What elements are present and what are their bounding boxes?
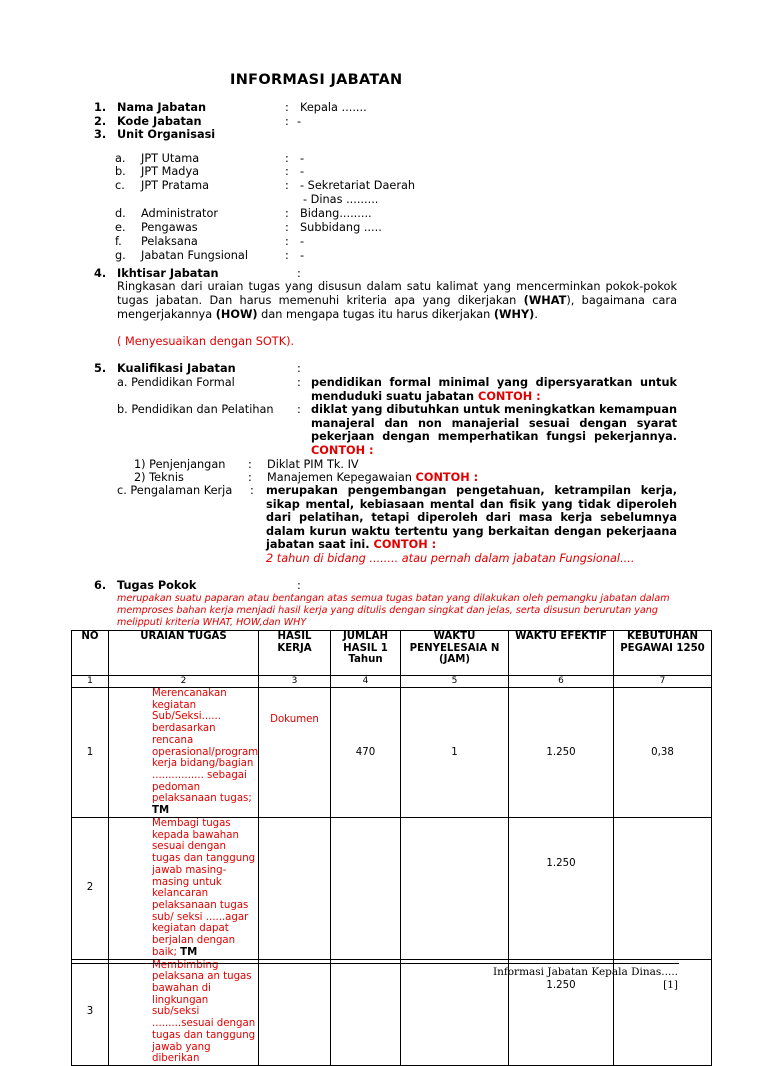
qual-label: a. Pendidikan Formal: [117, 376, 235, 389]
table-row: [72, 817, 712, 959]
colon: :: [285, 115, 289, 128]
row-jumlah: [331, 817, 401, 959]
item-number: 5.: [94, 362, 107, 375]
colon: :: [297, 267, 301, 280]
row-uraian: Membagi tugas kepada bawahan sesuai dengan tugas dan tanggung jawab masing-masing untuk kelancaran pelaksanaan tugas sub/ seksi ......agar kegiatan dapat berjalan dengan baik; TM: [109, 817, 259, 959]
colon: :: [297, 579, 301, 592]
col-number: 4: [331, 676, 401, 688]
unit-value: Subbidang .....: [300, 221, 382, 234]
unit-letter: c.: [115, 179, 125, 192]
unit-label: Jabatan Fungsional: [141, 249, 248, 262]
colon: :: [285, 179, 289, 192]
table-row: [72, 688, 712, 818]
item-label: Kualifikasi Jabatan: [117, 362, 236, 375]
unit-label: JPT Pratama: [141, 179, 210, 192]
colon: :: [250, 484, 254, 497]
colon: :: [248, 471, 252, 484]
sotk-note: ( Menyesuaikan dengan SOTK).: [117, 335, 295, 348]
page-title: INFORMASI JABATAN: [230, 72, 403, 88]
ikhtisar-paragraph: Ringkasan dari uraian tugas yang disusun dalam satu kalimat yang mencerminkan pokok-pokok tugas jabatan. Dan harus memenuhi kriteria apa yang dikerjakan (WHAT), bagaimana cara mengerjakannya (HOW) dan mengapa tugas itu harus dikerjakan (WHY).: [117, 280, 677, 321]
colon: :: [297, 362, 301, 375]
header-jumlah: JUMLAH HASIL 1 Tahun: [331, 631, 401, 676]
item-number: 4.: [94, 267, 107, 280]
header-waktu: WAKTU PENYELESAIA N (JAM): [401, 631, 509, 676]
unit-value: -: [300, 249, 305, 262]
item-label: Ikhtisar Jabatan: [117, 267, 219, 280]
unit-letter: a.: [115, 152, 126, 165]
item-number: 1.: [94, 101, 107, 114]
unit-letter: g.: [115, 249, 126, 262]
unit-label: Administrator: [141, 207, 219, 220]
item-number: 6.: [94, 579, 107, 592]
pengalaman-example: 2 tahun di bidang ........ atau pernah dalam jabatan Fungsional....: [266, 552, 635, 565]
tugas-pokok-note: merupakan suatu paparan atau bentangan atas semua tugas batan yang dilakukan oleh pemangku jabatan dalam memproses bahan kerja menjadi hasil kerja yang ditulis dengan singkat dan jelas, serta disusun berurutan yang melipputi kriteria WHAT, HOW,dan WHY: [117, 593, 670, 629]
row-efektif: 1.250: [509, 959, 614, 1065]
colon: :: [285, 207, 289, 220]
qual-label: c. Pengalaman Kerja: [117, 484, 233, 497]
colon: :: [248, 458, 252, 471]
row-hasil: Dokumen: [259, 688, 331, 818]
row-no: 2: [72, 817, 109, 959]
item-label: Nama Jabatan: [117, 101, 207, 114]
header-efektif: WAKTU EFEKTIF: [509, 631, 614, 676]
unit-value: -: [300, 152, 305, 165]
row-waktu: 1: [401, 688, 509, 818]
colon: :: [285, 101, 289, 114]
unit-letter: e.: [115, 221, 126, 234]
unit-label: Pengawas: [141, 221, 198, 234]
header-hasil: HASIL KERJA: [259, 631, 331, 676]
footer-text: Informasi Jabatan Kepala Dinas.....: [492, 966, 678, 978]
item-number: 2.: [94, 115, 107, 128]
row-hasil: [259, 959, 331, 1065]
tugas-table: [71, 630, 712, 1066]
col-number: 5: [401, 676, 509, 688]
colon: :: [285, 235, 289, 248]
row-no: 1: [72, 688, 109, 818]
jabatan-name-value: Kepala .......: [300, 101, 367, 114]
row-efektif: 1.250: [509, 688, 614, 818]
diklat-sub-label: 2) Teknis: [134, 471, 184, 484]
unit-label: JPT Madya: [141, 165, 200, 178]
colon: :: [285, 165, 289, 178]
col-number: 7: [614, 676, 712, 688]
colon: :: [285, 249, 289, 262]
col-number: 6: [509, 676, 614, 688]
colon: :: [297, 376, 301, 389]
unit-letter: b.: [115, 165, 126, 178]
diklat-sub-label: 1) Penjenjangan: [134, 458, 226, 471]
row-uraian: Membimbing pelaksana an tugas bawahan di lingkungan sub/seksi .........sesuai dengan tugas dan tanggung jawab yang diberikan: [109, 959, 259, 1065]
col-number: 1: [72, 676, 109, 688]
row-waktu: [401, 817, 509, 959]
row-uraian: Merencanakan kegiatan Sub/Seksi...... berdasarkan rencana operasional/program kerja bidang/bagian ................ sebagai pedoman pelaksanaan tugas; TM: [109, 688, 259, 818]
unit-letter: f.: [115, 235, 122, 248]
unit-value: -: [300, 235, 305, 248]
unit-value-secondary: - Dinas .........: [303, 193, 379, 206]
unit-value: -: [300, 165, 305, 178]
footer-divider: [71, 963, 679, 964]
row-no: 3: [72, 959, 109, 1065]
row-kebutuhan: [614, 817, 712, 959]
col-number: 3: [259, 676, 331, 688]
colon: :: [285, 221, 289, 234]
header-no: NO: [72, 631, 109, 676]
page-number: [1]: [663, 979, 678, 991]
unit-letter: d.: [115, 207, 126, 220]
col-number: 2: [109, 676, 259, 688]
row-hasil: [259, 817, 331, 959]
item-label: Kode Jabatan: [117, 115, 202, 128]
row-jumlah: [331, 959, 401, 1065]
table-header-row: [72, 631, 712, 676]
header-kebutuhan: KEBUTUHAN PEGAWAI 1250: [614, 631, 712, 676]
diklat-text: diklat yang dibutuhkan untuk meningkatkan kemampuan manajeral dan non manajerial sesuai dengan syarat pekerjaan dengan memperhatikan fungsi pekerjannya. CONTOH :: [311, 403, 677, 457]
row-kebutuhan: 0,38: [614, 688, 712, 818]
colon: :: [297, 403, 301, 416]
unit-label: JPT Utama: [141, 152, 200, 165]
unit-label: Pelaksana: [141, 235, 198, 248]
colon: :: [285, 152, 289, 165]
header-uraian: URAIAN TUGAS: [109, 631, 259, 676]
kode-jabatan-value: -: [297, 115, 302, 128]
row-jumlah: 470: [331, 688, 401, 818]
pengalaman-text: merupakan pengembangan pengetahuan, ketrampilan kerja, sikap mental, kebiasaan mental dan fisik yang tidak diperoleh dari pelatihan, tetapi diperoleh dari masa kerja sebelumnya dalam kurun waktu tertentu yang berkaitan dengan pekerjaana jabatan saat ini. CONTOH :: [266, 484, 677, 552]
pendidikan-formal-text: pendidikan formal minimal yang dipersyaratkan untuk menduduki suatu jabatan CONTOH :: [311, 376, 677, 403]
column-number-row: [72, 676, 712, 688]
row-efektif: 1.250: [509, 817, 614, 959]
item-number: 3.: [94, 128, 107, 141]
unit-value: - Sekretariat Daerah: [300, 179, 416, 192]
item-label: Unit Organisasi: [117, 128, 216, 141]
diklat-sub-value: Manajemen Kepegawaian CONTOH :: [267, 471, 479, 484]
qual-label: b. Pendidikan dan Pelatihan: [117, 403, 274, 416]
unit-value: Bidang.........: [300, 207, 372, 220]
item-label: Tugas Pokok: [117, 579, 197, 592]
diklat-sub-value: Diklat PIM Tk. IV: [267, 458, 359, 471]
